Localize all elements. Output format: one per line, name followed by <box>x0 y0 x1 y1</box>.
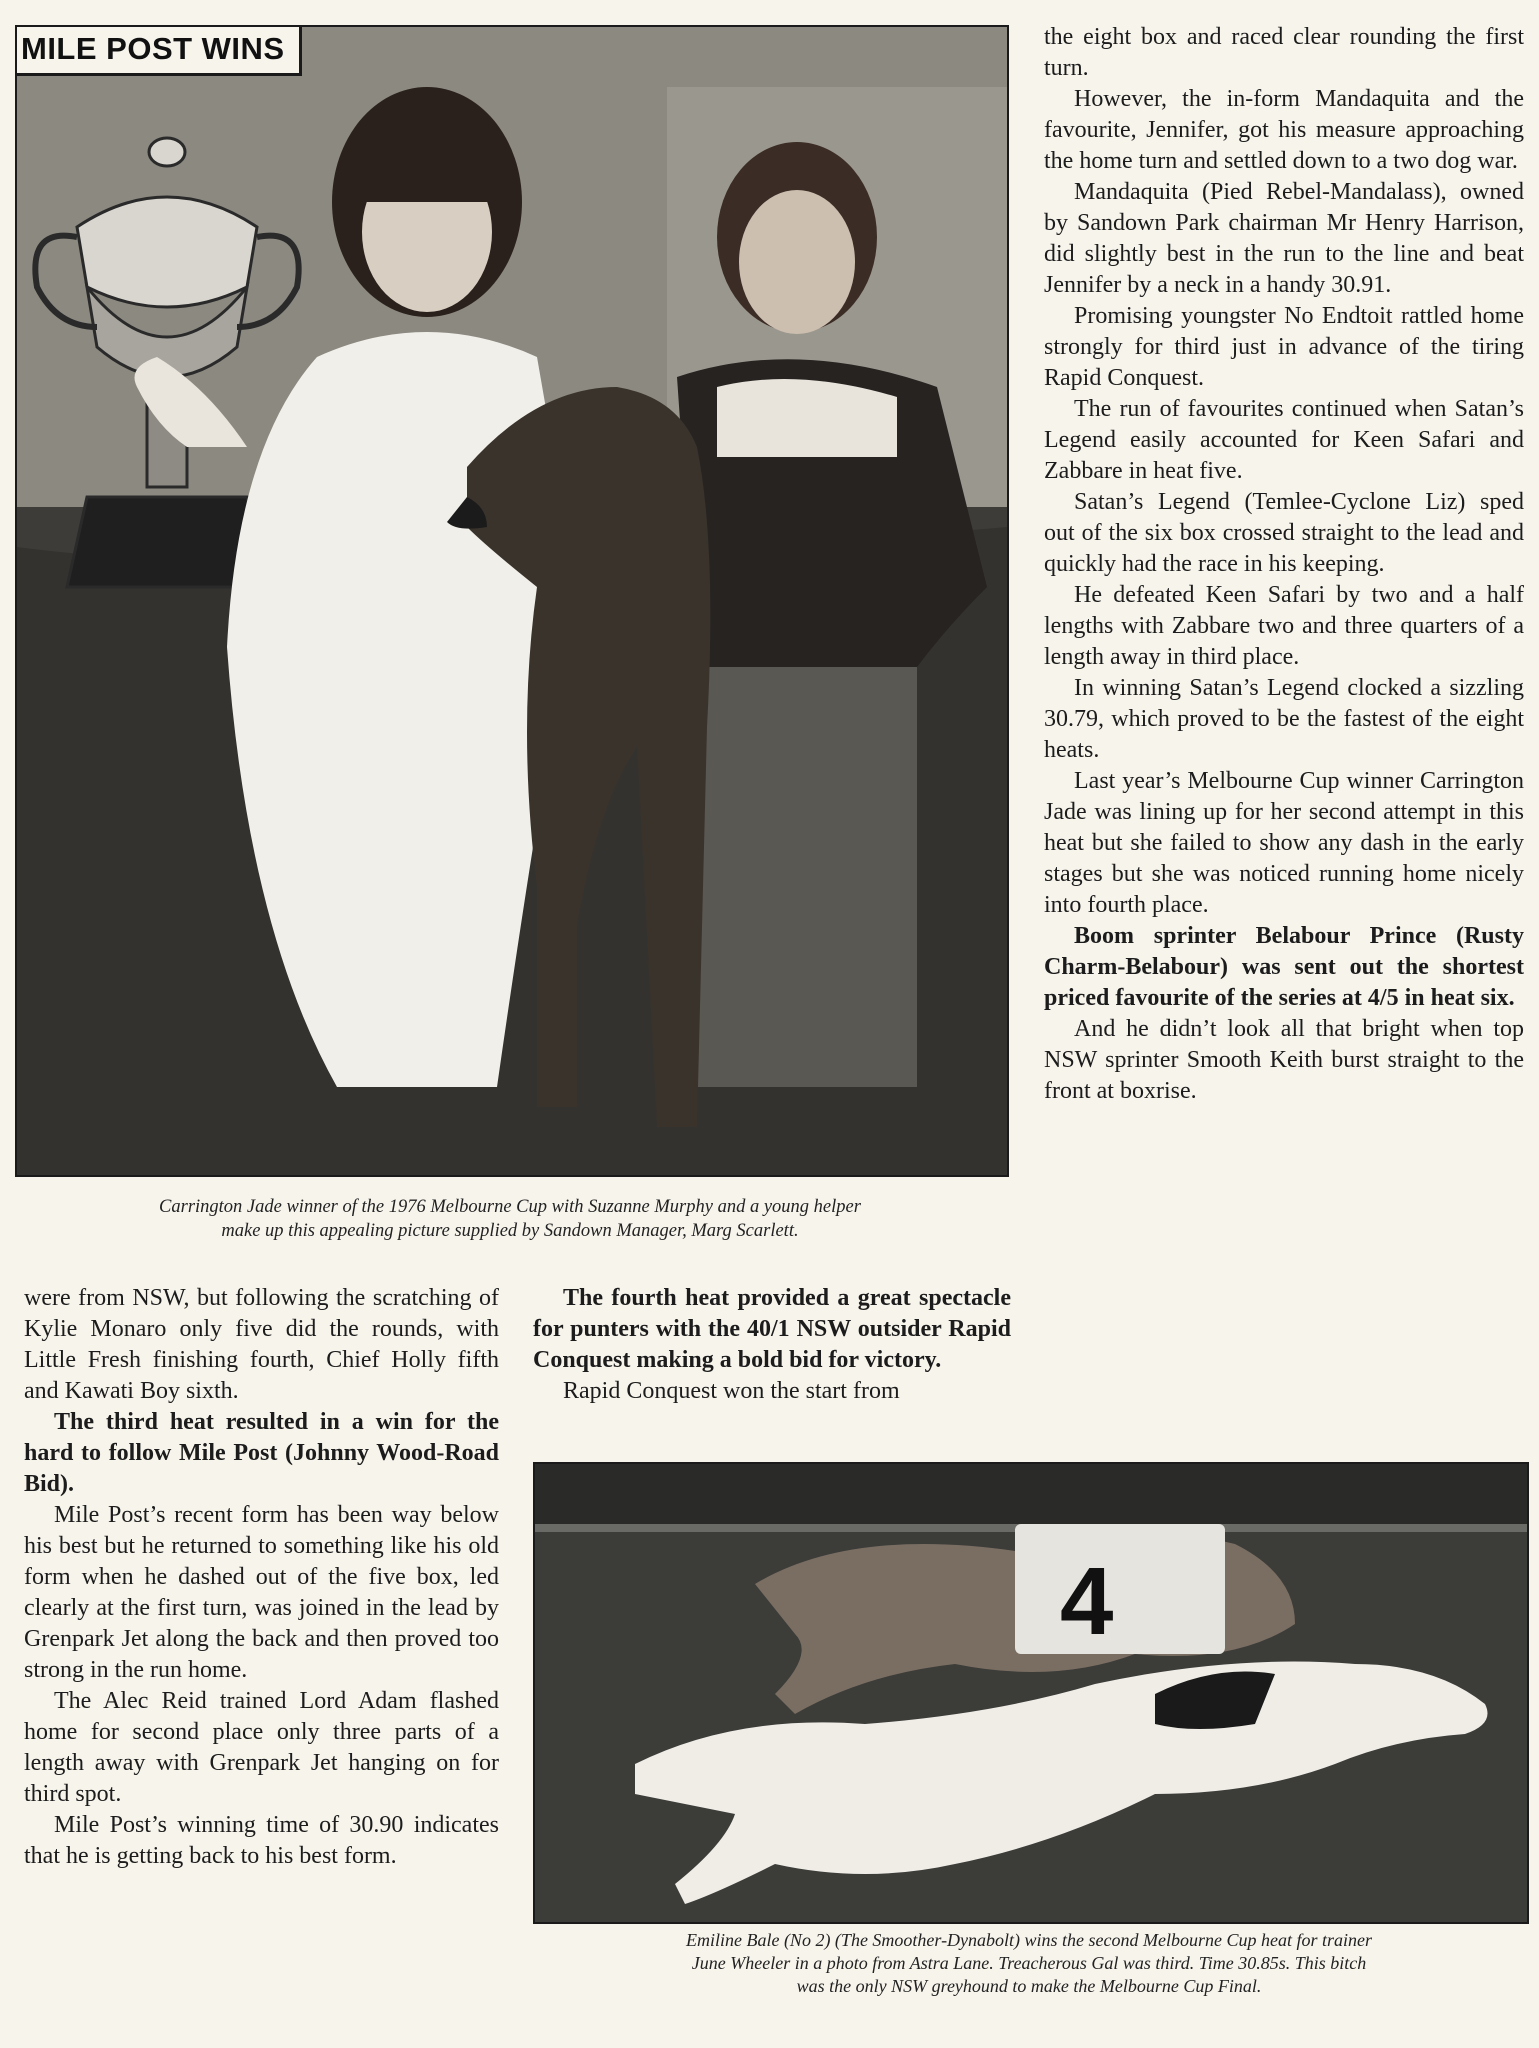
paragraph: The Alec Reid trained Lord Adam flashed home for second place only three parts of a length away with Grenpark Jet hanging on for third spot. <box>24 1688 499 1807</box>
article-column-right <box>1044 22 1524 1107</box>
caption-bottom-line1: Emiline Bale (No 2) (The Smoother-Dynabolt) wins the second Melbourne Cup heat for trainer <box>685 1930 1373 1950</box>
paragraph-bold: The fourth heat provided a great spectacle for punters with the 40/1 NSW outsider Rapid Conquest making a bold bid for victory. <box>533 1285 1011 1373</box>
race-photo-illustration <box>535 1464 1527 1922</box>
paragraph: Satan’s Legend (Temlee-Cyclone Liz) sped out of the six box crossed straight to the lead and quickly had the race in his keeping. <box>1044 489 1524 577</box>
paragraph: Last year’s Melbourne Cup winner Carrington Jade was lining up for her second attempt in this heat but she failed to show any dash in the early stages but she was noticed running home nicely into fourth place. <box>1044 768 1524 918</box>
paragraph: the eight box and raced clear rounding the first turn. <box>1044 24 1524 81</box>
photo-emiline-bale <box>533 1462 1529 1924</box>
paragraph: Rapid Conquest won the start from <box>563 1378 900 1404</box>
photo-illustration <box>17 27 1007 1175</box>
caption-bottom-line2: June Wheeler in a photo from Astra Lane. Treacherous Gal was third. Time 30.85s. This bitch <box>691 1953 1367 1973</box>
paragraph: However, the in-form Mandaquita and the favourite, Jennifer, got his measure approaching the home turn and settled down to a two dog war. <box>1044 86 1524 174</box>
paragraph-bold: Boom sprinter Belabour Prince (Rusty Charm-Belabour) was sent out the shortest priced favourite of the series at 4/5 in heat six. <box>1044 923 1524 1011</box>
paragraph: Mandaquita (Pied Rebel-Mandalass), owned by Sandown Park chairman Mr Henry Harrison, did slightly best in the run to the line and beat Jennifer by a neck in a handy 30.91. <box>1044 179 1524 298</box>
paragraph: Mile Post’s winning time of 30.90 indicates that he is getting back to his best form. <box>24 1812 499 1869</box>
paragraph: Promising youngster No Endtoit rattled home strongly for third just in advance of the tiring Rapid Conquest. <box>1044 303 1524 391</box>
paragraph: In winning Satan’s Legend clocked a sizzling 30.79, which proved to be the fastest of the eight heats. <box>1044 675 1524 763</box>
headline: MILE POST WINS <box>17 27 302 76</box>
paragraph: The run of favourites continued when Satan’s Legend easily accounted for Keen Safari and Zabbare in heat five. <box>1044 396 1524 484</box>
paragraph: And he didn’t look all that bright when top NSW sprinter Smooth Keith burst straight to the front at boxrise. <box>1044 1016 1524 1104</box>
race-number: 4 <box>1060 1548 1114 1655</box>
article-column-left <box>24 1283 499 1872</box>
caption-top-line1: Carrington Jade winner of the 1976 Melbourne Cup with Suzanne Murphy and a young helper <box>159 1197 861 1217</box>
paragraph-bold: The third heat resulted in a win for the hard to follow Mile Post (Johnny Wood-Road Bid). <box>24 1409 499 1497</box>
article-column-middle <box>533 1283 1011 1407</box>
paragraph: Mile Post’s recent form has been way below his best but he returned to something like his old form when he dashed out of the five box, led clearly at the first turn, was joined in the lead by Grenpark Jet along the back and then proved too strong in the run home. <box>24 1502 499 1683</box>
photo-carrington-jade <box>15 25 1009 1177</box>
paragraph: were from NSW, but following the scratching of Kylie Monaro only five did the rounds, with Little Fresh finishing fourth, Chief Holly fifth and Kawati Boy sixth. <box>24 1285 499 1404</box>
caption-bottom-photo <box>533 1929 1525 1998</box>
caption-bottom-line3: was the only NSW greyhound to make the Melbourne Cup Final. <box>796 1976 1262 1996</box>
paragraph: He defeated Keen Safari by two and a half lengths with Zabbare two and three quarters of a length away in third place. <box>1044 582 1524 670</box>
caption-top-line2: make up this appealing picture supplied by Sandown Manager, Marg Scarlett. <box>221 1221 799 1241</box>
caption-top-photo <box>15 1195 1005 1243</box>
